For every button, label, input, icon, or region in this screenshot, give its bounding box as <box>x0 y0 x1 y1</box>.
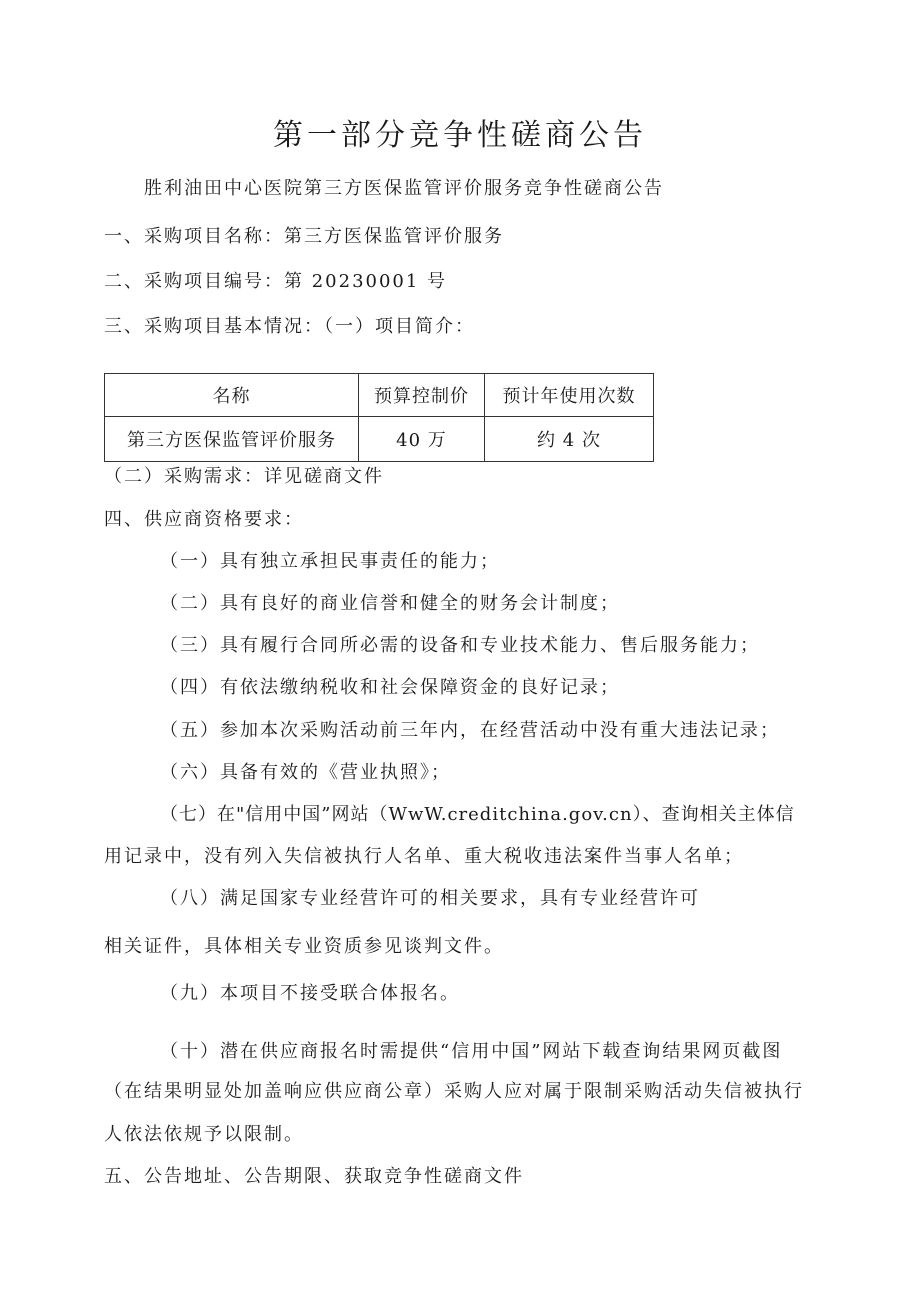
table-header-usage: 预计年使用次数 <box>485 374 654 417</box>
qualification-item: （十）潜在供应商报名时需提供“信用中国”网站下载查询结果网页截图 <box>160 1041 783 1062</box>
qualification-item: 用记录中，没有列入失信被执行人名单、重大税收违法案件当事人名单； <box>104 846 744 867</box>
section-announcement-heading: 五、公告地址、公告期限、获取竞争性磋商文件 <box>104 1166 524 1187</box>
qualification-item: 人依法依规予以限制。 <box>104 1124 304 1145</box>
section-project-name: 一、采购项目名称：第三方医保监管评价服务 <box>104 226 504 247</box>
qualification-item: （三）具有履行合同所必需的设备和专业技术能力、售后服务能力； <box>160 635 760 656</box>
table-header-row <box>105 374 654 417</box>
qualification-item: （一）具有独立承担民事责任的能力； <box>160 551 500 572</box>
qualification-item: （六）具备有效的《营业执照》； <box>160 762 451 783</box>
table-row <box>105 417 654 462</box>
qualification-item: （四）有依法缴纳税收和社会保障资金的良好记录； <box>160 677 620 698</box>
page-title: 第一部分竞争性磋商公告 <box>273 118 647 153</box>
qualification-item: （七）在"信用中国”网站（WwW.creditchina.gov.cn）、查询相关主体信 <box>160 804 795 825</box>
table-header-name: 名称 <box>105 374 359 417</box>
table-cell-name: 第三方医保监管评价服务 <box>105 417 359 462</box>
section-requirements: （二）采购需求：详见磋商文件 <box>104 466 384 487</box>
qualification-item: （二）具有良好的商业信誉和健全的财务会计制度； <box>160 593 620 614</box>
table-cell-budget: 40 万 <box>359 417 485 462</box>
qualification-item: （八）满足国家专业经营许可的相关要求，具有专业经营许可 <box>160 888 700 909</box>
section-qualifications-heading: 四、供应商资格要求： <box>104 509 304 530</box>
qualification-item: （五）参加本次采购活动前三年内，在经营活动中没有重大违法记录； <box>160 720 780 741</box>
document-subtitle: 胜利油田中心医院第三方医保监管评价服务竞争性磋商公告 <box>144 178 664 199</box>
qualification-item: （在结果明显处加盖响应供应商公章）采购人应对属于限制采购活动失信被执行 <box>104 1081 804 1102</box>
qualification-item: （九）本项目不接受联合体报名。 <box>160 983 460 1004</box>
project-table <box>104 373 654 462</box>
section-project-number: 二、采购项目编号：第 20230001 号 <box>104 271 448 292</box>
qualification-item: 相关证件，具体相关专业资质参见谈判文件。 <box>104 936 504 957</box>
section-project-basics: 三、采购项目基本情况：（一）项目简介： <box>104 316 475 337</box>
table-cell-usage: 约 4 次 <box>485 417 654 462</box>
table-header-budget: 预算控制价 <box>359 374 485 417</box>
